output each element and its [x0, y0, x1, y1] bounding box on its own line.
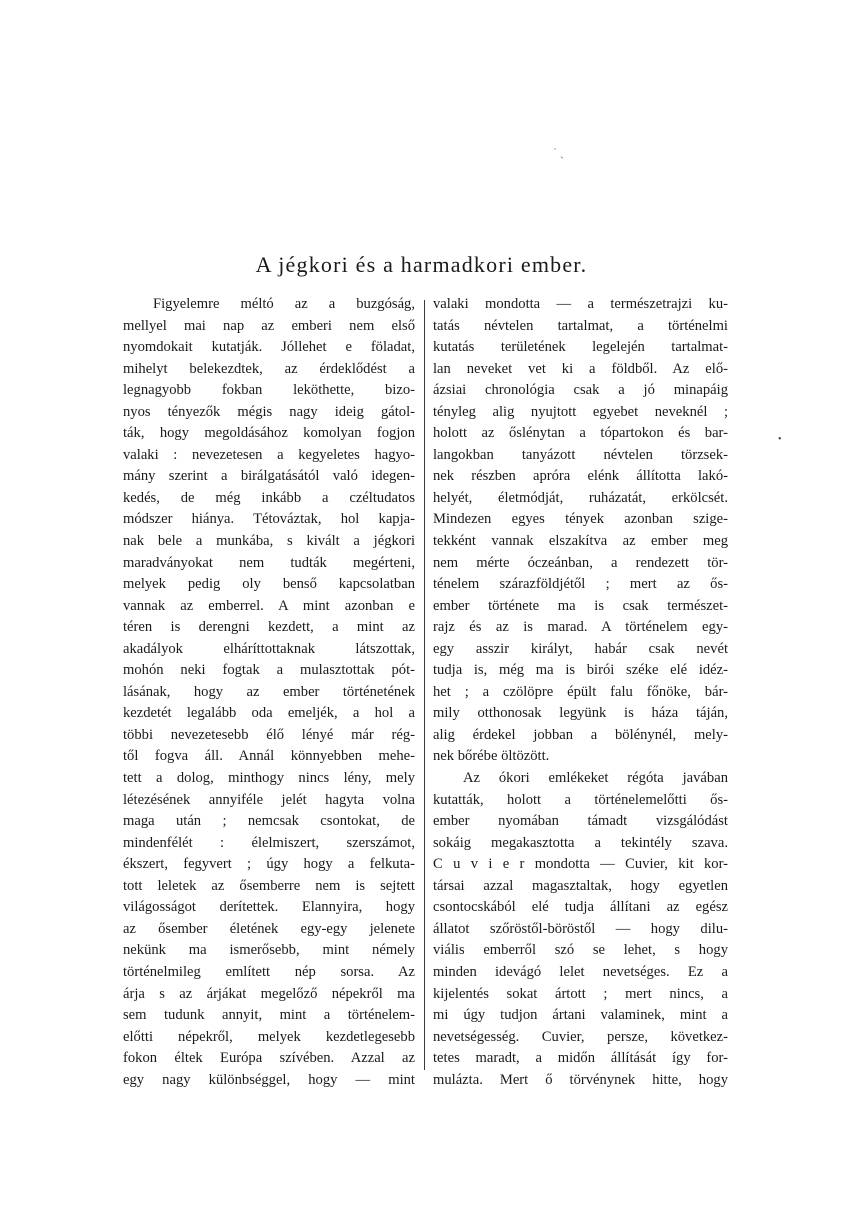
text-line: sokáig megakasztotta a tekintély szava.	[433, 834, 728, 851]
text-line: nekünk ma ismerősebb, mint némely	[123, 942, 415, 959]
text-line: het ; a czölöpre épült falu főnöke, bár-	[433, 683, 728, 700]
text-line: állatot szőröstől-böröstől — hogy dilu-	[433, 920, 728, 937]
page-title: A jégkori és a harmadkori ember.	[255, 252, 588, 277]
text-line: maga után ; nemcsak csontokat, de	[123, 813, 415, 830]
text-line: mellyel mai nap az emberi nem első	[123, 317, 415, 334]
text-line: módszer hiánya. Tétováztak, hol kapja-	[123, 511, 415, 528]
text-line: csontocskából elé tudja állítani az egész	[433, 899, 728, 916]
text-line: ékszert, fegyvert ; úgy hogy a felkuta-	[123, 856, 415, 873]
text-line: fokon éltek Európa szívében. Azzal az	[123, 1050, 415, 1067]
text-line: mulázta. Mert ő törvénynek hitte, hogy	[433, 1071, 728, 1088]
print-speck: ˙ ˏ	[553, 145, 564, 159]
text-line: nem mérte óczeánban, a rendezett tör-	[433, 554, 728, 571]
text-line: történelmileg említett nép sorsa. Az	[123, 963, 415, 980]
text-line: minden idevágó lelet nevetséges. Ez a	[433, 963, 728, 980]
text-line: nek bőrébe öltözött.	[433, 748, 550, 765]
text-line: tott leletek az ősemberre nem is sejtett	[123, 877, 415, 894]
text-line: mindenfélét : élelmiszert, szerszámot,	[123, 834, 415, 851]
text-line: tetes maradt, a midőn állítását így for-	[433, 1050, 728, 1067]
text-line: mohón neki fogtak a mulasztottak pót-	[123, 662, 415, 679]
text-line: ténelem szárazföldjétől ; mert az ős-	[433, 576, 728, 593]
text-line: akadályok elháríttottaknak látszottak,	[123, 640, 415, 657]
text-line: nek részben apróra elénk állította lakó-	[433, 468, 728, 485]
text-line: ták, hogy megoldásához komolyan fogjon	[123, 425, 415, 442]
text-line: mihelyt belekezdtek, az érdeklődést a	[123, 360, 415, 377]
left-text-column	[123, 294, 415, 1091]
text-line: lan neveket vet ki a földből. Az elő-	[433, 360, 728, 377]
text-line: nevetségesség. Cuvier, persze, következ-	[433, 1028, 728, 1045]
text-line: téren is derengni kezdett, a mint az	[123, 619, 415, 636]
text-line: egy nagy különbséggel, hogy — mint	[123, 1071, 415, 1088]
text-line: az ősember életének egy-egy jelenete	[123, 920, 415, 937]
text-line: kijelentés sokat ártott ; mert nincs, a	[433, 985, 728, 1002]
text-line: árja s az árjákat megelőző népekről ma	[123, 985, 415, 1002]
text-line: lásának, hogy az ember történetének	[123, 683, 415, 700]
text-line: tudja is, még ma is birói széke elé idéz-	[433, 662, 728, 679]
text-line: melyek pedig oly benső kapcsolatban	[123, 576, 415, 593]
text-line: többi nevezetesebb élő lényé már rég-	[123, 726, 415, 743]
text-line: kezdetét legalább oda emeljék, a hol a	[123, 705, 415, 722]
right-text-column	[433, 294, 728, 1091]
text-line: mi úgy tudjon ártani valaminek, mint a	[433, 1007, 728, 1024]
text-line: C u v i e r mondotta — Cuvier, kit kor-	[433, 856, 728, 873]
text-line: nyomdokait kutatják. Jóllehet e föladat,	[123, 339, 415, 356]
text-line: társai azzal magasztaltak, hogy egyetlen	[433, 877, 728, 894]
text-line: sem tudunk annyit, mint a történelem-	[123, 1007, 415, 1024]
text-line: kutatták, holott a történelemelőtti ős-	[433, 791, 728, 808]
text-line: tényleg alig nyujtott egyebet neveknél ;	[433, 403, 728, 420]
text-line: legnagyobb fokban leköthette, bizo-	[123, 382, 415, 399]
text-line: nyos tényezők mégis nagy ideig gátol-	[123, 403, 415, 420]
text-line: langokban tanyázott névtelen törzsek-	[433, 446, 728, 463]
text-line: Az ókori emlékeket régóta javában	[463, 770, 728, 787]
text-line: mily otthonosak legyünk is háza táján,	[433, 705, 728, 722]
text-line: Figyelemre méltó az a buzgóság,	[153, 296, 415, 312]
column-divider	[424, 300, 425, 1070]
text-line: maradványokat nem tudták megérteni,	[123, 554, 415, 571]
text-line: létezésének annyiféle jelét hagyta volna	[123, 791, 415, 808]
margin-mark: •	[778, 434, 782, 445]
text-line: Mindezen egyes tények azonban szige-	[433, 511, 728, 528]
text-line: től fogva áll. Annál könnyebben mehe-	[123, 748, 415, 765]
text-line: valaki : nevezetesen a kegyeletes hagyo-	[123, 446, 415, 463]
text-line: tatás névtelen tartalmat, a történelmi	[433, 317, 728, 334]
text-line: tekként vannak elszakítva az ember meg	[433, 533, 728, 550]
text-line: vannak az emberrel. A mint azonban e	[123, 597, 415, 614]
text-line: kutatás területének legelején tartalmat-	[433, 339, 728, 356]
text-line: helyét, életmódját, ruházatát, erkölcsét.	[433, 489, 728, 506]
text-line: holott az őslénytan a tópartokon és bar-	[433, 425, 728, 442]
text-line: viális emberről szó se lehet, s hogy	[433, 942, 728, 959]
text-line: tett a dolog, minthogy nincs lény, mely	[123, 770, 415, 787]
text-line: előtti népekről, melyek kezdetlegesebb	[123, 1028, 415, 1045]
text-line: ember története ma is csak természet-	[433, 597, 728, 614]
text-line: valaki mondotta — a természetrajzi ku-	[433, 296, 728, 312]
text-line: rajz és az is marad. A történelem egy-	[433, 619, 728, 636]
text-line: egy asszir királyt, habár csak nevét	[433, 640, 728, 657]
text-line: kedés, de még inkább a czéltudatos	[123, 489, 415, 506]
text-line: ázsiai chronológia csak a jó minapáig	[433, 382, 728, 399]
text-line: ember nyomában támadt vizsgálódást	[433, 813, 728, 830]
text-line: nak bele a munkába, s kivált a jégkori	[123, 533, 415, 550]
text-line: alig érdekel jobban a bölénynél, mely-	[433, 726, 728, 743]
text-line: mány szerint a birálgatásától való idegen-	[123, 468, 415, 485]
text-line: világosságot derítettek. Elannyira, hogy	[123, 899, 415, 916]
